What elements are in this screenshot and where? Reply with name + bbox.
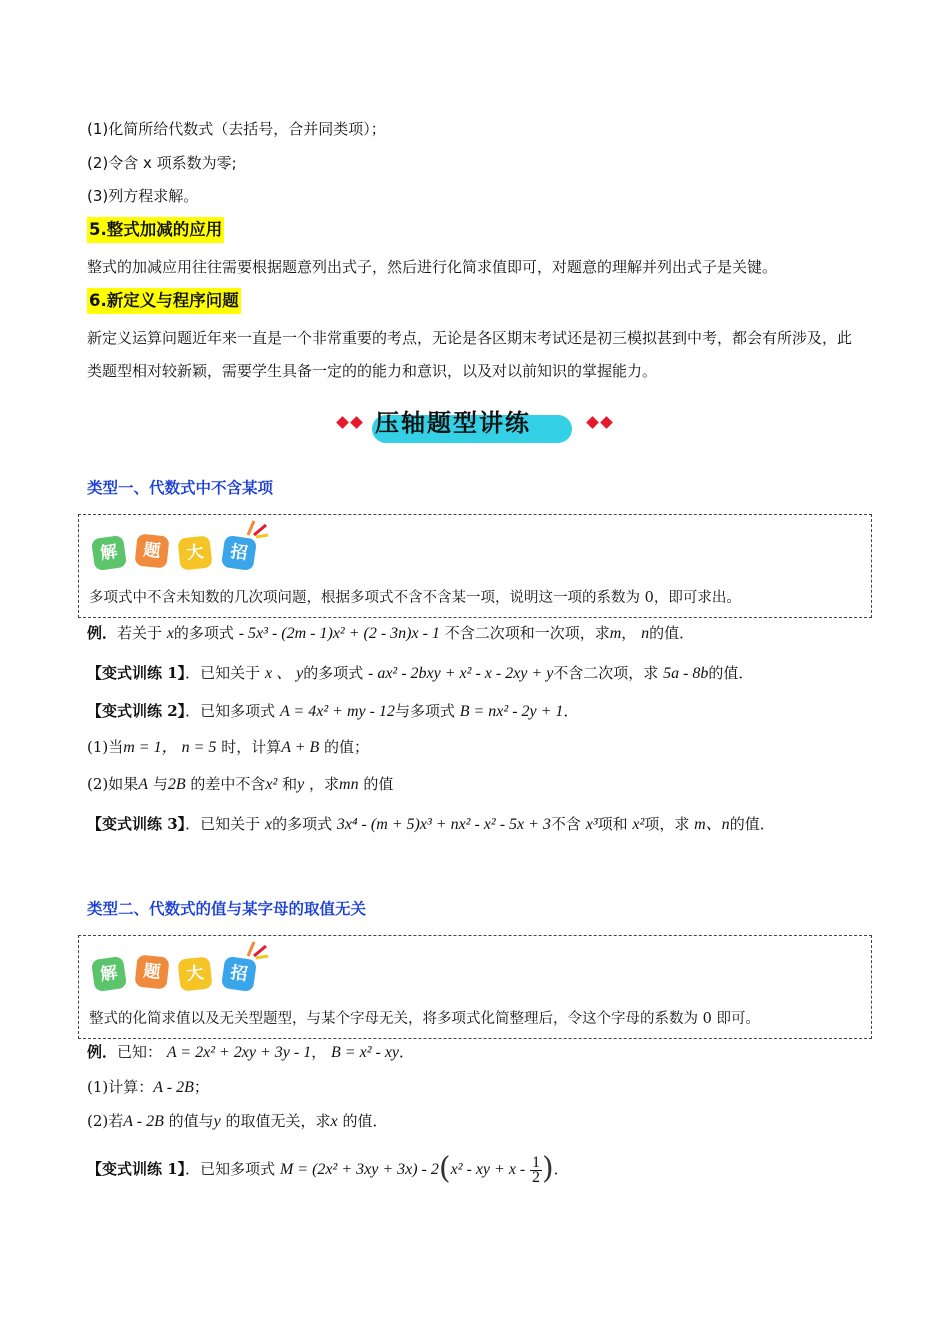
tile-da: 大 — [177, 956, 212, 991]
section-6-heading: 6.新定义与程序问题 — [87, 288, 241, 314]
tips-text-1: 多项式中不含未知数的几次项问题，根据多项式不含不含某一项，说明这一项的系数为 0，即可求出。 — [89, 590, 741, 606]
type-1-heading: 类型一、代数式中不含某项 — [87, 479, 274, 497]
tips-box-1 — [78, 514, 872, 618]
type-1-example: 例．若关于 x的多项式 - 5x³ - (2m - 1)x² + (2 - 3n)x - 1 不含二次项和一次项，求m， n的值． — [87, 624, 695, 642]
tile-da: 大 — [177, 535, 212, 570]
type-1-training-1: 【变式训练 1】．已知关于 x 、 y的多项式 - ax² - 2bxy + x² - x - 2xy + y不含二次项，求 5a - 8b的值． — [87, 664, 754, 682]
tips-text-2: 整式的化简求值以及无关型题型，与某个字母无关，将多项式化简整理后，令这个字母的系数为 0 即可。 — [89, 1011, 760, 1027]
section-5-heading: 5.整式加减的应用 — [87, 217, 224, 243]
sparkle-icon — [244, 938, 270, 960]
tile-ti: 题 — [134, 533, 169, 568]
tile-jie: 解 — [91, 956, 127, 992]
tips-box-2 — [78, 935, 872, 1039]
tile-jie: 解 — [91, 535, 127, 571]
tile-zhao: 招 — [221, 956, 257, 992]
step-3: (3)列方程求解。 — [87, 187, 199, 205]
section-6-text: 新定义运算问题近年来一直是一个非常重要的考点，无论是各区期末考试还是初三模拟甚到中考，都会有所涉及，此类题型相对较新颖，需要学生具备一定的的能力和意识，以及对以前知识的掌握能力。 — [87, 329, 853, 380]
sparkle-icon — [244, 517, 270, 539]
type-1-training-2-q2: (2)如果A 与2B 的差中不含x² 和y ，求mn 的值 — [87, 775, 394, 793]
banner-title: 压轴题型讲练 — [375, 409, 531, 437]
tile-zhao: 招 — [221, 535, 257, 571]
step-1: (1)化简所给代数式（去括号，合并同类项）； — [87, 120, 386, 138]
tile-ti: 题 — [134, 954, 169, 989]
type-2-example: 例．已知： A = 2x² + 2xy + 3y - 1， B = x² - xy． — [87, 1043, 415, 1061]
type-1-training-3: 【变式训练 3】．已知关于 x的多项式 3x⁴ - (m + 5)x³ + nx² - x² - 5x + 3不含 x³项和 x²项，求 m、n的值． — [87, 815, 775, 833]
step-2: (2)令含 x 项系数为零; — [87, 154, 237, 172]
banner — [334, 403, 624, 445]
type-2-q2: (2)若A - 2B 的值与y 的取值无关，求x 的值． — [87, 1112, 388, 1130]
type-2-q1: (1)计算：A - 2B； — [87, 1078, 209, 1096]
type-2-heading: 类型二、代数式的值与某字母的取值无关 — [87, 900, 367, 918]
type-2-training-1: 【变式训练 1】．已知多项式 M = (2x² + 3xy + 3x) - 2(x² - xy + x - $\frac{1}{2}$ )． — [87, 1151, 569, 1186]
section-5-text: 整式的加减应用往往需要根据题意列出式子，然后进行化简求值即可，对题意的理解并列出式子是关键。 — [87, 258, 778, 276]
type-1-training-2-q1: (1)当m = 1， n = 5 时，计算A + B 的值； — [87, 738, 370, 756]
diamond-icon — [586, 416, 599, 429]
type-1-training-2: 【变式训练 2】．已知多项式 A = 4x² + my - 12与多项式 B = nx² - 2y + 1． — [87, 702, 579, 720]
diamond-icon — [600, 416, 613, 429]
